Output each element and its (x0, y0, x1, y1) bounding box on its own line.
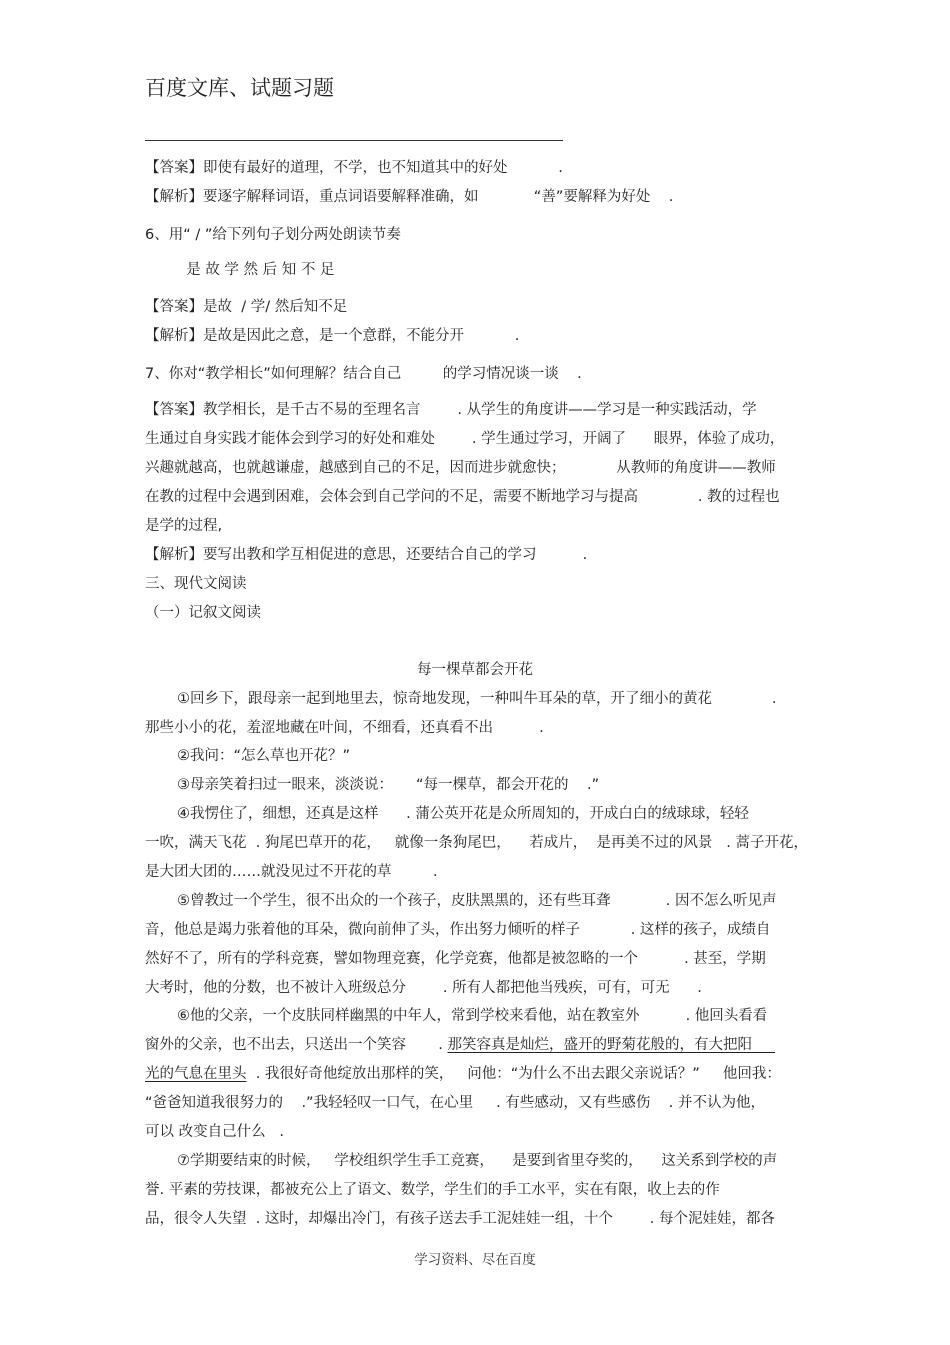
text-line (145, 1180, 720, 1200)
text-segment: 窗外的父亲，也不出去，只送出一个笑容 . (145, 1037, 448, 1053)
text-line (145, 458, 776, 478)
text-segment: 在教的过程中会遇到困难，会体会到自己学问的不足，需要不断地学习与提高 . 教的过程也 (145, 489, 780, 505)
text-line (177, 1151, 777, 1171)
text-segment: 【答案】即使有最好的道理，不学，也不知道其中的好处 . (145, 160, 563, 176)
text-line (145, 364, 582, 384)
text-line (145, 225, 401, 245)
text-segment: 可以 改变自己什么 . (145, 1124, 285, 1140)
text-segment: 然好不了，所有的学科竞赛，譬如物理竞赛，化学竞赛，他都是被忽略的一个 . 甚至，学期 (145, 951, 766, 967)
text-line (145, 978, 702, 998)
text-segment: ⑥他的父亲，一个皮肤同样幽黑的中年人，常到学校来看他，站在教室外 . 他回头看看 (177, 1008, 768, 1024)
text-segment: 【解析】是故是因此之意，是一个意群，不能分开 . (145, 328, 520, 344)
text-line (145, 326, 519, 346)
text-segment: ⑤曾教过一个学生，很不出众的一个孩子，皮肤黑黑的，还有些耳聋 . 因不怎么听见声 (177, 893, 777, 909)
text-segment: ③母亲笑着扫过一眼来，淡淡说： “每一棵草，都会开花的 .” (177, 777, 600, 793)
text-segment: 那些小小的花，羞涩地藏在叶间，不细看，还真看不出 . (145, 720, 544, 736)
text-segment: . 我很好奇他绽放出那样的笑， 问他：“为什么不出去跟父亲说话？” 他回我： (246, 1066, 781, 1082)
text-line (145, 487, 780, 507)
text-line (145, 1209, 775, 1229)
text-line (145, 187, 673, 207)
text-segment: ⑦学期要结束的时候， 学校组织学生手工竞赛， 是要到省里夺奖的， 这关系到学校的声 (177, 1153, 778, 1169)
text-line (145, 862, 438, 882)
text-line (177, 775, 599, 795)
text-segment: ②我问：“怎么草也开花？” (177, 748, 351, 764)
text-segment: ④我愣住了，细想，还真是这样 . 蒲公英开花是众所周知的，开成白白的绒球球，轻轻 (177, 806, 749, 822)
text-line (145, 158, 563, 178)
text-segment: 音，他总是竭力张着他的耳朵，微向前伸了头，作出努力倾听的样子 . 这样的孩子，成绩自 (145, 922, 771, 938)
header-divider (145, 140, 563, 141)
text-segment: 三、现代文阅读 (145, 576, 247, 592)
text-segment: 【解析】要写出教和学互相促进的意思，还要结合自己的学习 . (145, 547, 588, 563)
page-header-title: 百度文库、试题习题 (145, 76, 334, 100)
text-line (145, 833, 808, 853)
text-line (177, 689, 777, 709)
page-footer: 学习资料、尽在百度 (414, 1252, 536, 1268)
text-line (145, 1122, 284, 1142)
underlined-text: 光的气息在里头 (145, 1066, 247, 1082)
text-line (145, 603, 261, 623)
text-segment: 【答案】是故 / 学/ 然后知不足 (145, 299, 348, 315)
text-line (145, 920, 770, 940)
text-segment: 【答案】教学相长，是千古不易的至理名言 . 从学生的角度讲——学习是一种实践活动，学 (145, 402, 757, 418)
text-segment: 7、你对“教学相长”如何理解？结合自己 的学习情况谈一谈 . (145, 366, 582, 382)
text-line (145, 1035, 775, 1055)
text-line (145, 1093, 765, 1113)
text-line (145, 545, 587, 565)
text-line (145, 400, 757, 420)
text-line (145, 297, 347, 317)
text-segment: ①回乡下，跟母亲一起到地里去，惊奇地发现，一种叫牛耳朵的草，开了细小的黄花 . (177, 691, 777, 707)
text-line (177, 804, 749, 824)
text-segment: 生通过自身实践才能体会到学习的好处和难处 . 学生通过学习，开阔了 眼界，体验了成功， (145, 431, 785, 447)
text-line (145, 429, 784, 449)
text-line (145, 718, 544, 738)
text-line (177, 746, 350, 766)
text-segment: 每一棵草都会开花 (417, 662, 533, 678)
text-line (177, 1006, 767, 1026)
text-segment: 是 故 学 然 后 知 不 足 (177, 262, 335, 278)
text-line (145, 574, 247, 594)
text-segment: 6、用“ / ”给下列句子划分两处朗读节奏 (145, 227, 401, 243)
text-segment: 大考时，他的分数，也不被计入班级总分 . 所有人都把他当残疾，可有，可无 . (145, 980, 702, 996)
text-segment: “爸爸知道我很努力的 .”我轻轻叹一口气，在心里 . 有些感动，又有些感伤 . 并不认为他， (145, 1095, 765, 1111)
text-line (177, 891, 777, 911)
text-segment: 誉. 平素的劳技课，都被充公上了语文、数学，学生们的手工水平，实在有限，收上去的作 (145, 1182, 720, 1198)
text-segment: 品，很令人失望 . 这时，却爆出冷门，有孩子送去手工泥娃娃一组，十个 . 每个泥娃娃，都各 (145, 1211, 776, 1227)
text-segment: 是大团大团的……就没见过不开花的草 . (145, 864, 438, 880)
text-segment: 是学的过程, (145, 518, 223, 534)
text-line (177, 260, 334, 280)
text-segment: （一）记叙文阅读 (145, 605, 261, 621)
underlined-text: 那笑容真是灿烂，盛开的野菊花般的，有大把阳 (447, 1037, 776, 1053)
text-segment: 一吹，满天飞花 . 狗尾巴草开的花， 就像一条狗尾巴， 若成片， 是再美不过的风景 . 蒿子开花， (145, 835, 808, 851)
text-line (145, 1064, 781, 1084)
text-segment: 兴趣就越高，也就越谦虚，越感到自己的不足，因而进步就愈快； 从教师的角度讲——教师 (145, 460, 776, 476)
text-line (145, 949, 766, 969)
text-line (0, 660, 950, 680)
text-segment: 【解析】要逐字解释词语，重点词语要解释准确，如 “善”要解释为好处 . (145, 189, 674, 205)
text-line (145, 516, 222, 536)
